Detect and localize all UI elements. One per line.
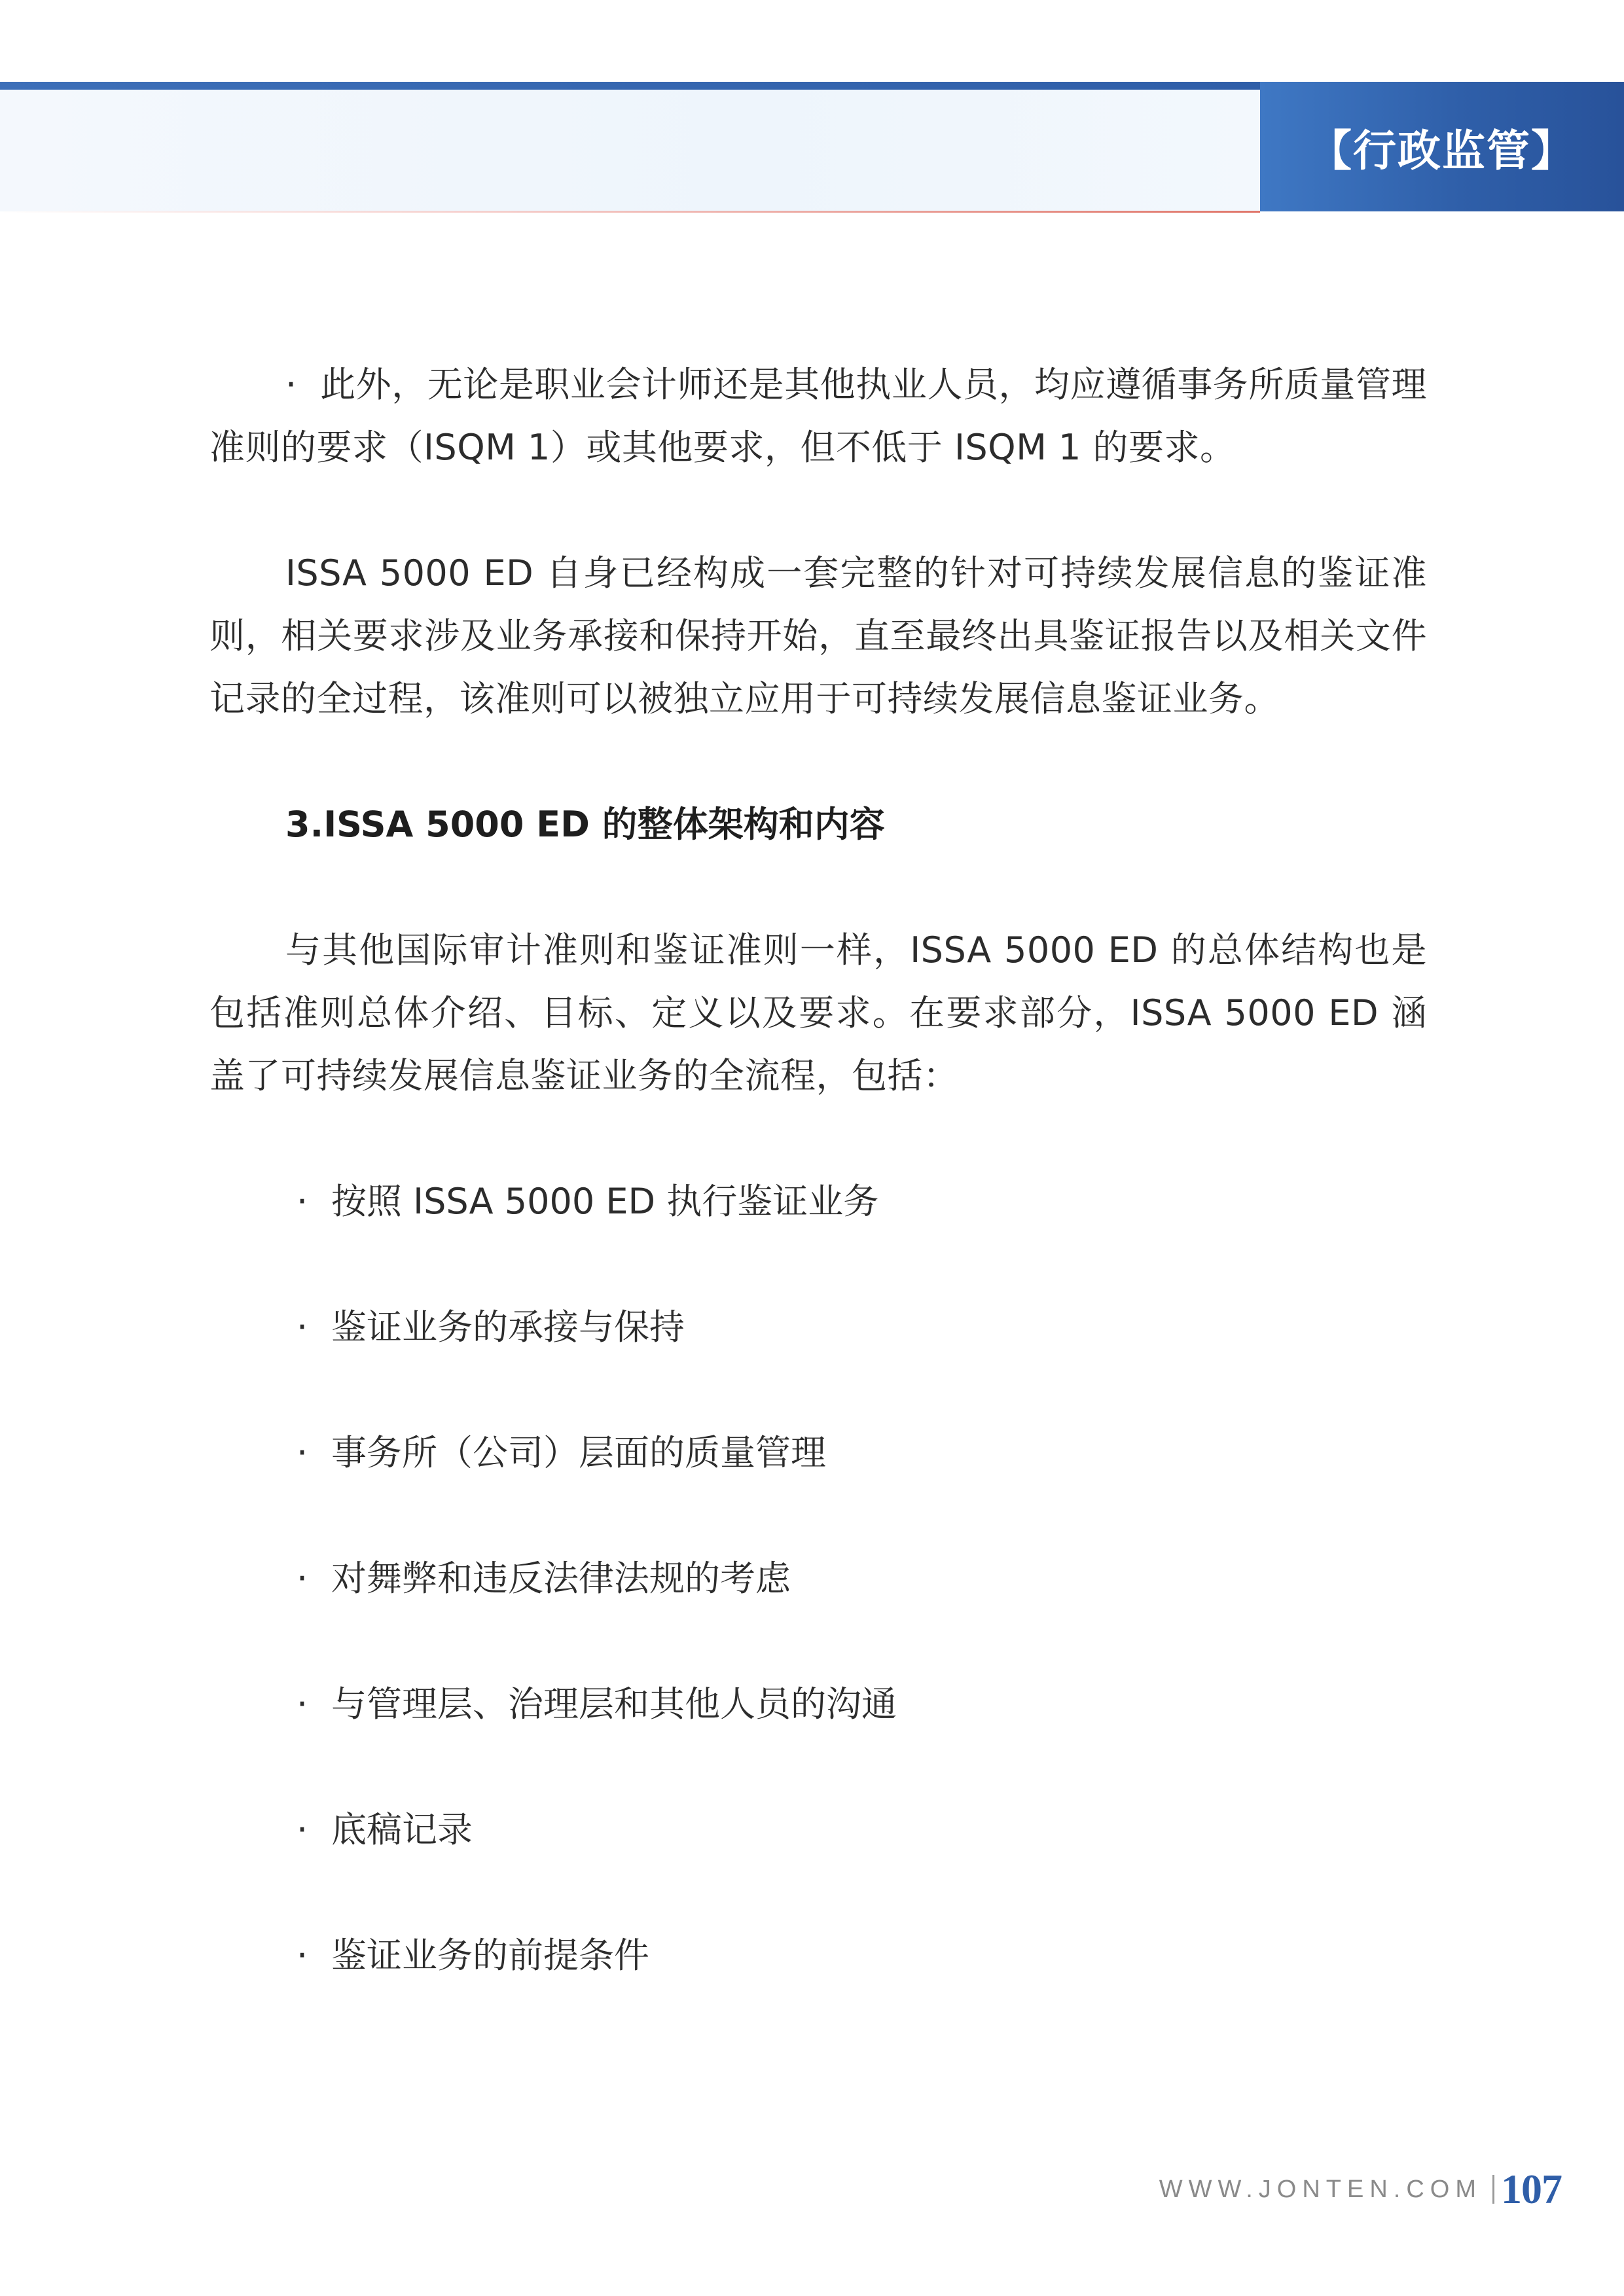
page-number: 107 xyxy=(1501,2166,1562,2212)
bullet-marker: · xyxy=(297,1306,308,1348)
bullet-marker: · xyxy=(285,364,297,405)
website-url[interactable]: WWW.JONTEN.COM xyxy=(1159,2175,1482,2203)
page-footer xyxy=(1159,2160,1562,2219)
section-heading: 3.ISSA 5000 ED 的整体架构和内容 xyxy=(285,804,885,845)
footer-divider xyxy=(1492,2175,1494,2204)
intro-bullet-paragraph xyxy=(209,353,1427,479)
list-item-text: 按照 ISSA 5000 ED 执行鉴证业务 xyxy=(331,1181,879,1222)
list-item xyxy=(209,1170,1427,1233)
section-tab xyxy=(1260,82,1624,211)
paragraph-issa-overview: ISSA 5000 ED 自身已经构成一套完整的针对可持续发展信息的鉴证准则，相关要求涉及业务承接和保持开始，直至最终出具鉴证报告以及相关文件记录的全过程，该准则可以被独立应用于可持续发展信息鉴证业务。 xyxy=(209,552,1427,719)
header-accent-rule xyxy=(0,211,1260,213)
list-item-text: 底稿记录 xyxy=(331,1809,473,1850)
list-item-text: 事务所（公司）层面的质量管理 xyxy=(331,1432,826,1473)
bullet-marker: · xyxy=(297,1181,308,1222)
header-top-rule xyxy=(0,82,1260,90)
article-body xyxy=(209,353,1427,2050)
list-item-text: 对舞弊和违反法律法规的考虑 xyxy=(331,1558,791,1599)
list-item xyxy=(209,1547,1427,1610)
list-item xyxy=(209,1673,1427,1736)
bullet-marker: · xyxy=(297,1809,308,1850)
list-item xyxy=(209,1422,1427,1484)
list-item-text: 与管理层、治理层和其他人员的沟通 xyxy=(331,1683,897,1725)
bullet-marker: · xyxy=(297,1683,308,1725)
bullet-marker: · xyxy=(297,1432,308,1473)
list-item-text: 鉴证业务的前提条件 xyxy=(331,1935,649,1976)
intro-bullet-text: 此外，无论是职业会计师还是其他执业人员，均应遵循事务所质量管理准则的要求（ISQM 1）或其他要求，但不低于 ISQM 1 的要求。 xyxy=(209,364,1427,468)
bullet-marker: · xyxy=(297,1935,308,1976)
paragraph-structure: 与其他国际审计准则和鉴证准则一样，ISSA 5000 ED 的总体结构也是包括准则总体介绍、目标、定义以及要求。在要求部分，ISSA 5000 ED 涵盖了可持续发展信息鉴证业务的全流程，包括： xyxy=(209,929,1427,1096)
header-band xyxy=(0,90,1260,211)
requirements-list xyxy=(209,1170,1427,1987)
list-item xyxy=(209,1296,1427,1359)
list-item-text: 鉴证业务的承接与保持 xyxy=(331,1306,685,1348)
section-label: 【行政监管】 xyxy=(1308,124,1576,176)
list-item xyxy=(209,1799,1427,1861)
bullet-marker: · xyxy=(297,1558,308,1599)
list-item xyxy=(209,1924,1427,1987)
